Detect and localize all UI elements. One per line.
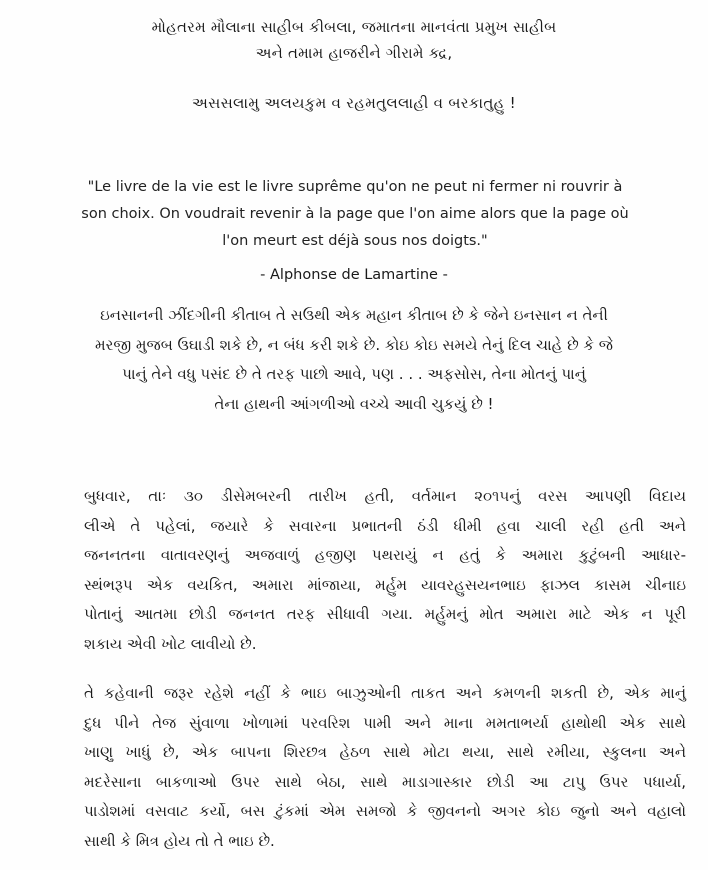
paragraph-line: મદરેસાના બાકળાઓ ઉપર સાથે બેઠા, સાથે માડાગાસ્કાર છોડી આ ટાપુ ઉપર પધાર્યા,: [84, 772, 686, 791]
quote-translation: [40, 301, 668, 419]
paragraph-line: સાથી કે મિત્ર હોય તો તે ભાઇ છે.: [84, 831, 275, 850]
quote-line: "Le livre de la vie est le livre suprême qu'on ne peut ni fermer ni rouvrir à: [87, 179, 623, 195]
translation-line: મરજી મુજબ ઉઘાડી શકે છે, ન બંધ કરી શકે છે. કોઇ કોઇ સમયે તેનું દિલ ચાહે છે કે જે: [95, 335, 613, 354]
paragraph-line: પોતાનું આતમા છોડી જનનત તરફ સીધાવી ગયા. મર્હુમનું મોત અમારા માટે એક ન પૂરી: [84, 605, 686, 623]
paragraph-line: શકાય એવી ખોટ લાવીયો છે.: [84, 634, 257, 653]
paragraph-line: પાડોશમાં વસવાટ કર્યો, બસ ટુંકમાં એમ સમજો કે જીવનનો અગર કોઇ જુનો અને વહાલો: [84, 802, 686, 820]
greeting-line: મોહતરમ મૌલાના સાહીબ કીબલા, જમાતના માનવંતા પ્રમુખ સાહીબ: [151, 18, 557, 36]
paragraph-line: બુધવાર, તાઃ ૩૦ ડીસેમબરની તારીખ હતી, વર્તમાન ૨૦૧૫નું વરસ આપણી વિદાય: [84, 487, 686, 505]
paragraph-line: જનનતના વાતાવરણનું અજવાળું હજીણ પથરાયું ન હતું કે અમારા કુટુંબની આધાર-: [84, 546, 686, 564]
quote-author: - Alphonse de Lamartine -: [260, 267, 448, 283]
paragraph-line: સ્થંભરૂપ એક વયકિત, અમારા માંજાયા, મર્હુમ યાવરહુસયનભાઇ ફાઝલ કાસમ ચીનાઇ: [84, 575, 686, 594]
body-paragraph-2: [84, 679, 686, 856]
quote-line: l'on meurt est déjà sous nos doigts.": [222, 233, 488, 249]
paragraph-line: ખાણુ ખાધું છે, એક બાપના શિરછત્ર હેઠળ સાથે મોટા થયા, સાથે રમીયા, સ્કુલના અને: [84, 743, 686, 761]
quote-line: son choix. On voudrait revenir à la page que l'on aime alors que la page où: [81, 206, 629, 222]
translation-line: તેના હાથની આંગળીઓ વચ્ચે આવી ચુકયું છે !: [214, 394, 494, 413]
greeting-line: અને તમામ હાજરીને ગીરામે ક્દ્ર,: [255, 44, 453, 62]
paragraph-line: તે કહેવાની જરૂર રહેશે નહીં કે ભાઇ બાઝુઓની તાકત અને કમળની શકતી છે, એક માનું: [84, 684, 686, 702]
greeting-block: [40, 14, 668, 66]
paragraph-line: દુધ પીને તેજ સુંવાળા ખોળામાં પરવરિશ પામી અને માના મમતાભર્યા હાથોથી એક સાથે: [84, 713, 686, 732]
translation-line: ઇનસાનની ઝીંદગીની કીતાબ તે સઉથી એક મહાન કીતાબ છે કે જેને ઇનસાન ન તેની: [100, 306, 608, 324]
salaam-line: અસસલામુ અલયકુમ વ રહમતુલલાહી વ બરકાતુહુ !: [192, 94, 516, 112]
translation-line: પાનું તેને વધુ પસંદ છે તે તરફ પાછો આવે, પણ . . . અફસોસ, તેના મોતનું પાનું: [122, 365, 586, 383]
french-quote: [60, 174, 650, 255]
paragraph-line: લીએ તે પહેલાં, જયારે કે સવારના પ્રભાતની ઠંડી ધીમી હવા ચાલી રહી હતી અને: [84, 516, 686, 535]
body-paragraph-1: [84, 482, 686, 659]
